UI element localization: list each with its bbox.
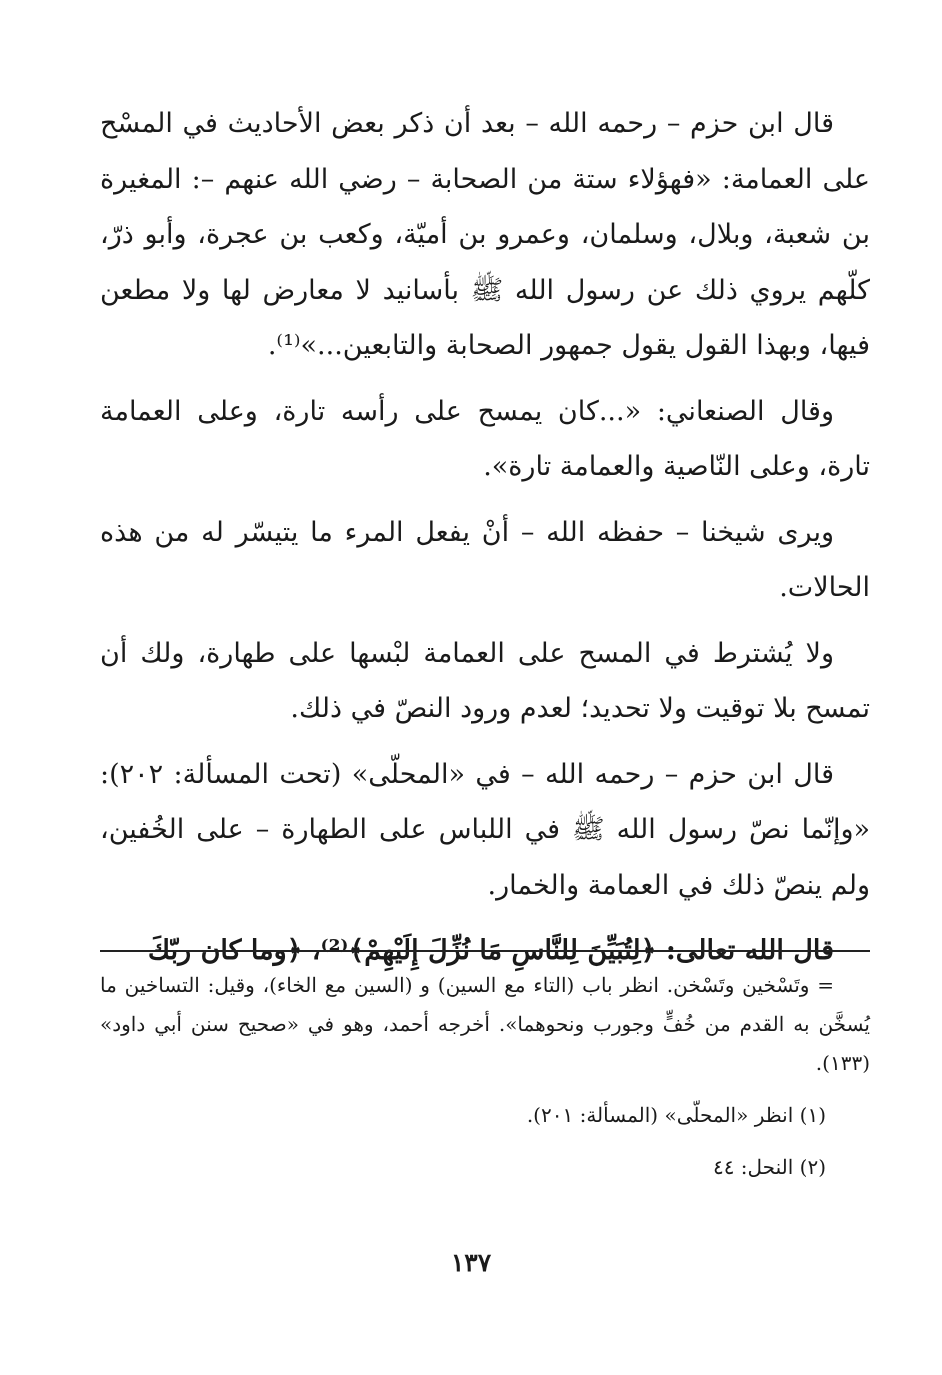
footnote-continuation: = وتَسْخين وتَسْخن. انظر باب (التاء مع السين) و (السين مع الخاء)، وقيل: التساخين ما يُسخَّن به القدم من خُفٍّ وجورب ونحوهما». أخرجه أحمد، وهو في «صحيح سنن أبي داود» (١٣٣). [100, 973, 870, 1075]
footnote-separator [100, 950, 870, 952]
paragraph-sanani: وقال الصنعاني: «...كان يمسح على رأسه تارة، وعلى العمامة تارة، وعلى النّاصية والعمامة تارة». [100, 395, 870, 482]
paragraph-quran-quote: قال الله تعالى: ﴿لِتُبَيِّنَ لِلنَّاسِ مَا نُزِّلَ إِلَيْهِمْ﴾⁽²⁾، ﴿وما كان ربّكَ [147, 935, 834, 966]
main-text-body [100, 96, 870, 989]
footnote-2: (٢) النحل: ٤٤ [712, 1155, 826, 1179]
paragraph-shaykh-opinion: ويرى شيخنا – حفظه الله – أنْ يفعل المرء ما يتيسّر له من هذه الحالات. [100, 516, 870, 603]
footnote-1: (١) انظر «المحلّى» (المسألة: ٢٠١). [526, 1103, 826, 1127]
paragraph-ibn-hazm-muhalla: قال ابن حزم – رحمه الله – في «المحلّى» (تحت المسألة: ٢٠٢): «وإنّما نصّ رسول الله ﷺ في اللباس على الطهارة – على الخُفين، ولم ينصّ ذلك في العمامة والخمار. [100, 758, 870, 901]
paragraph-ibn-hazm-wiping: قال ابن حزم – رحمه الله – بعد أن ذكر بعض الأحاديث في المسْح على العمامة: «فهؤلاء ستة من الصحابة – رضي الله عنهم –: المغيرة بن شعبة، وبلال، وسلمان، وعمرو بن أميّة، وكعب بن عجرة، وأبو ذرّ، كلّهم يروي ذلك عن رسول الله ﷺ بأسانيد لا معارض لها ولا مطعن فيها، وبهذا القول يقول جمهور الصحابة والتابعين...»⁽¹⁾. [100, 108, 870, 361]
footnotes-section [100, 966, 870, 1200]
page-number: ١٣٧ [450, 1248, 492, 1277]
paragraph-no-condition: ولا يُشترط في المسح على العمامة لبْسها على طهارة، ولك أن تمسح بلا توقيت ولا تحديد؛ لعدم ورود النصّ في ذلك. [100, 637, 870, 724]
